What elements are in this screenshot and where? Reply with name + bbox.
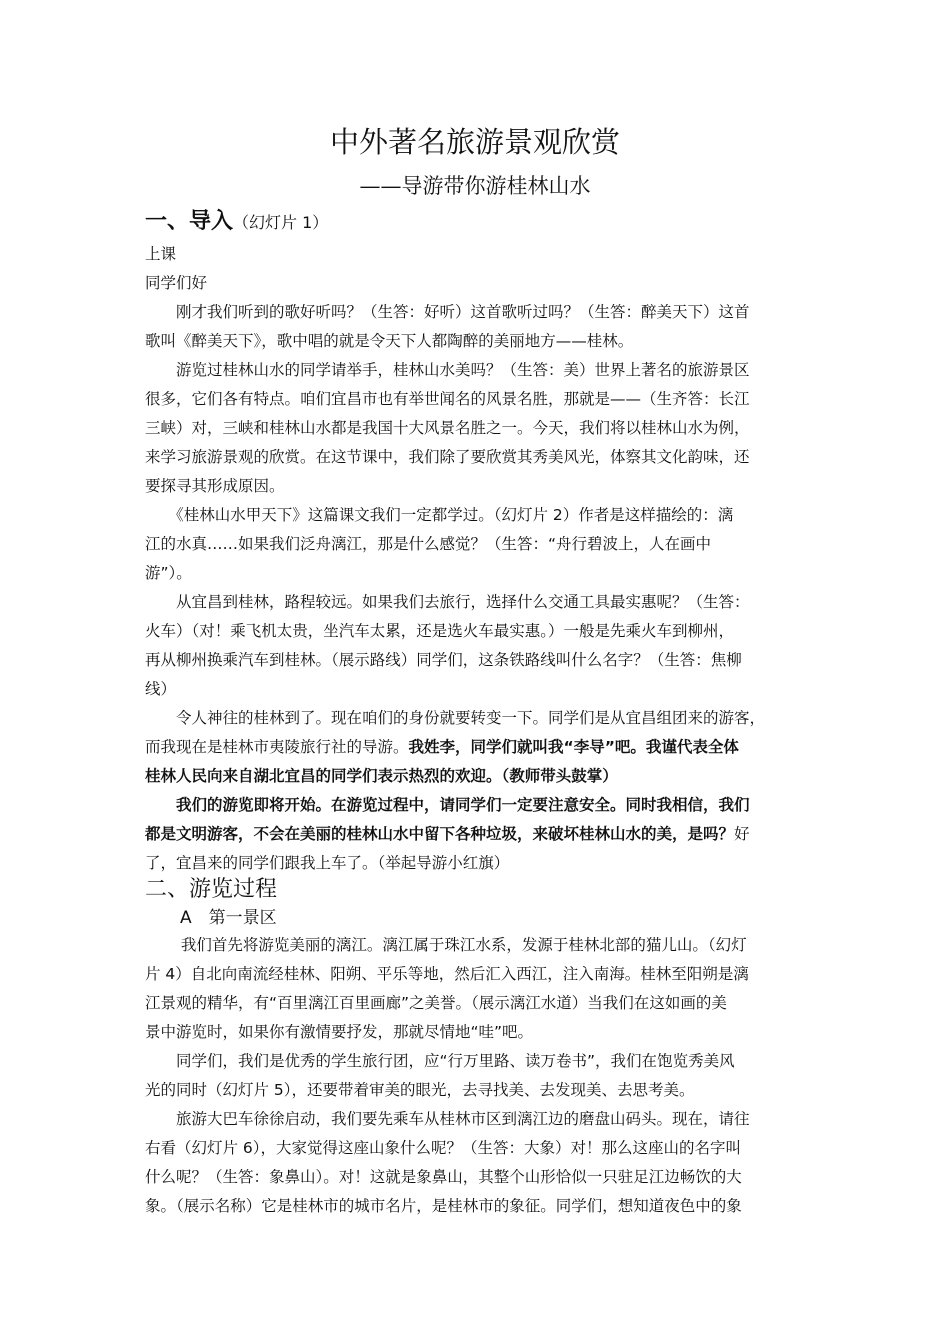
paragraph-line: 象。（展示名称）它是桂林市的城市名片，是桂林市的象征。同学们，想知道夜色中的象: [145, 1197, 742, 1215]
paragraph-line: 了，宜昌来的同学们跟我上车了。（举起导游小红旗）: [145, 854, 510, 872]
document-title: 中外著名旅游景观欣赏: [329, 125, 620, 159]
paragraph-line: 来学习旅游景观的欣赏。在这节课中，我们除了要欣赏其秀美风光，体察其文化韵味，还: [145, 448, 750, 466]
document-subtitle: ——导游带你游桂林山水: [359, 174, 591, 198]
paragraph-bold-text: 都是文明游客，不会在美丽的桂林山水中留下各种垃圾，来破坏桂林山水的美，是吗？: [145, 825, 735, 843]
paragraph-line: 右看（幻灯片 6），大家觉得这座山象什么呢？（生答：大象）对！那么这座山的名字叫: [145, 1139, 742, 1157]
paragraph-text: 而我现在是桂林市夷陵旅行社的导游。: [145, 738, 409, 756]
paragraph-line: 旅游大巴车徐徐启动，我们要先乘车从桂林市区到漓江边的磨盘山码头。现在，请往: [145, 1110, 750, 1128]
section-heading-tour: 二、游览过程: [145, 877, 278, 902]
paragraph-line: 什么呢？（生答：象鼻山）。对！这就是象鼻山，其整个山形恰似一只驻足江边畅饮的大: [145, 1168, 742, 1186]
paragraph-line: 我们首先将游览美丽的漓江。漓江属于珠江水系，发源于桂林北部的猫儿山。（幻灯: [145, 936, 747, 954]
paragraph-line-bold: 我们的游览即将开始。在游览过程中，请同学们一定要注意安全。同时我相信，我们: [145, 796, 750, 814]
paragraph-line: 令人神往的桂林到了。现在咱们的身份就要转变一下。同学们是从宜昌组团来的游客，: [145, 709, 766, 727]
paragraph-line: 线）: [145, 680, 177, 698]
paragraph-line: [145, 819, 750, 849]
paragraph-line: 光的同时（幻灯片 5），还要带着审美的眼光，去寻找美、去发现美、去思考美。: [145, 1081, 695, 1099]
paragraph-line: 火车）（对！乘飞机太贵，坐汽车太累，还是选火车最实惠。）一般是先乘火车到柳州，: [145, 622, 735, 640]
paragraph-line: 刚才我们听到的歌好听吗？（生答：好听）这首歌听过吗？（生答：醉美天下）这首: [145, 303, 750, 321]
paragraph-bold-text: 我姓李，同学们就叫我“李导”吧。我谨代表全体: [408, 738, 739, 756]
paragraph-line: 从宜昌到桂林，路程较远。如果我们去旅行，选择什么交通工具最实惠呢？（生答：: [145, 593, 750, 611]
paragraph-line: 三峡）对，三峡和桂林山水都是我国十大风景名胜之一。今天，我们将以桂林山水为例，: [145, 419, 750, 437]
paragraph-line: 江景观的精华，有“百里漓江百里画廊”之美誉。（展示漓江水道）当我们在这如画的美: [145, 994, 727, 1012]
paragraph-text: 好: [734, 825, 750, 843]
paragraph-line: 江的水真……如果我们泛舟漓江，那是什么感觉？（生答：“舟行碧波上，人在画中: [145, 535, 712, 553]
subsection-heading-a: A 第一景区: [180, 908, 277, 928]
section-heading-note: （幻灯片 1）: [233, 213, 329, 232]
paragraph-line: 游览过桂林山水的同学请举手，桂林山水美吗？（生答：美）世界上著名的旅游景区: [145, 361, 750, 379]
paragraph-line: 片 4）自北向南流经桂林、阳朔、平乐等地，然后汇入西江，注入南海。桂林至阳朔是漓: [145, 965, 749, 983]
paragraph-line: 要探寻其形成原因。: [145, 477, 285, 495]
section-heading-intro: [145, 206, 328, 239]
paragraph-line: 歌叫《醉美天下》，歌中唱的就是令天下人都陶醉的美丽地方——桂林。: [145, 332, 634, 350]
paragraph-line: 同学们，我们是优秀的学生旅行团，应“行万里路、读万卷书”，我们在饱览秀美风: [145, 1052, 735, 1070]
paragraph-line: 很多，它们各有特点。咱们宜昌市也有举世闻名的风景名胜，那就是——（生齐答：长江: [145, 390, 750, 408]
paragraph-line: 同学们好: [145, 274, 208, 292]
section-heading-text: 一、导入: [145, 209, 234, 234]
paragraph-line: [145, 732, 739, 762]
paragraph-line: 景中游览时，如果你有激情要抒发，那就尽情地“哇”吧。: [145, 1023, 534, 1041]
paragraph-line: 《桂林山水甲天下》这篇课文我们一定都学过。（幻灯片 2）作者是这样描绘的：漓: [145, 506, 734, 524]
paragraph-line: 再从柳州换乘汽车到桂林。（展示路线）同学们，这条铁路线叫什么名字？（生答：焦柳: [145, 651, 742, 669]
paragraph-line-bold: 桂林人民向来自湖北宜昌的同学们表示热烈的欢迎。（教师带头鼓掌）: [145, 767, 618, 785]
paragraph-line: 游”）。: [145, 564, 192, 582]
paragraph-line: 上课: [145, 245, 177, 263]
